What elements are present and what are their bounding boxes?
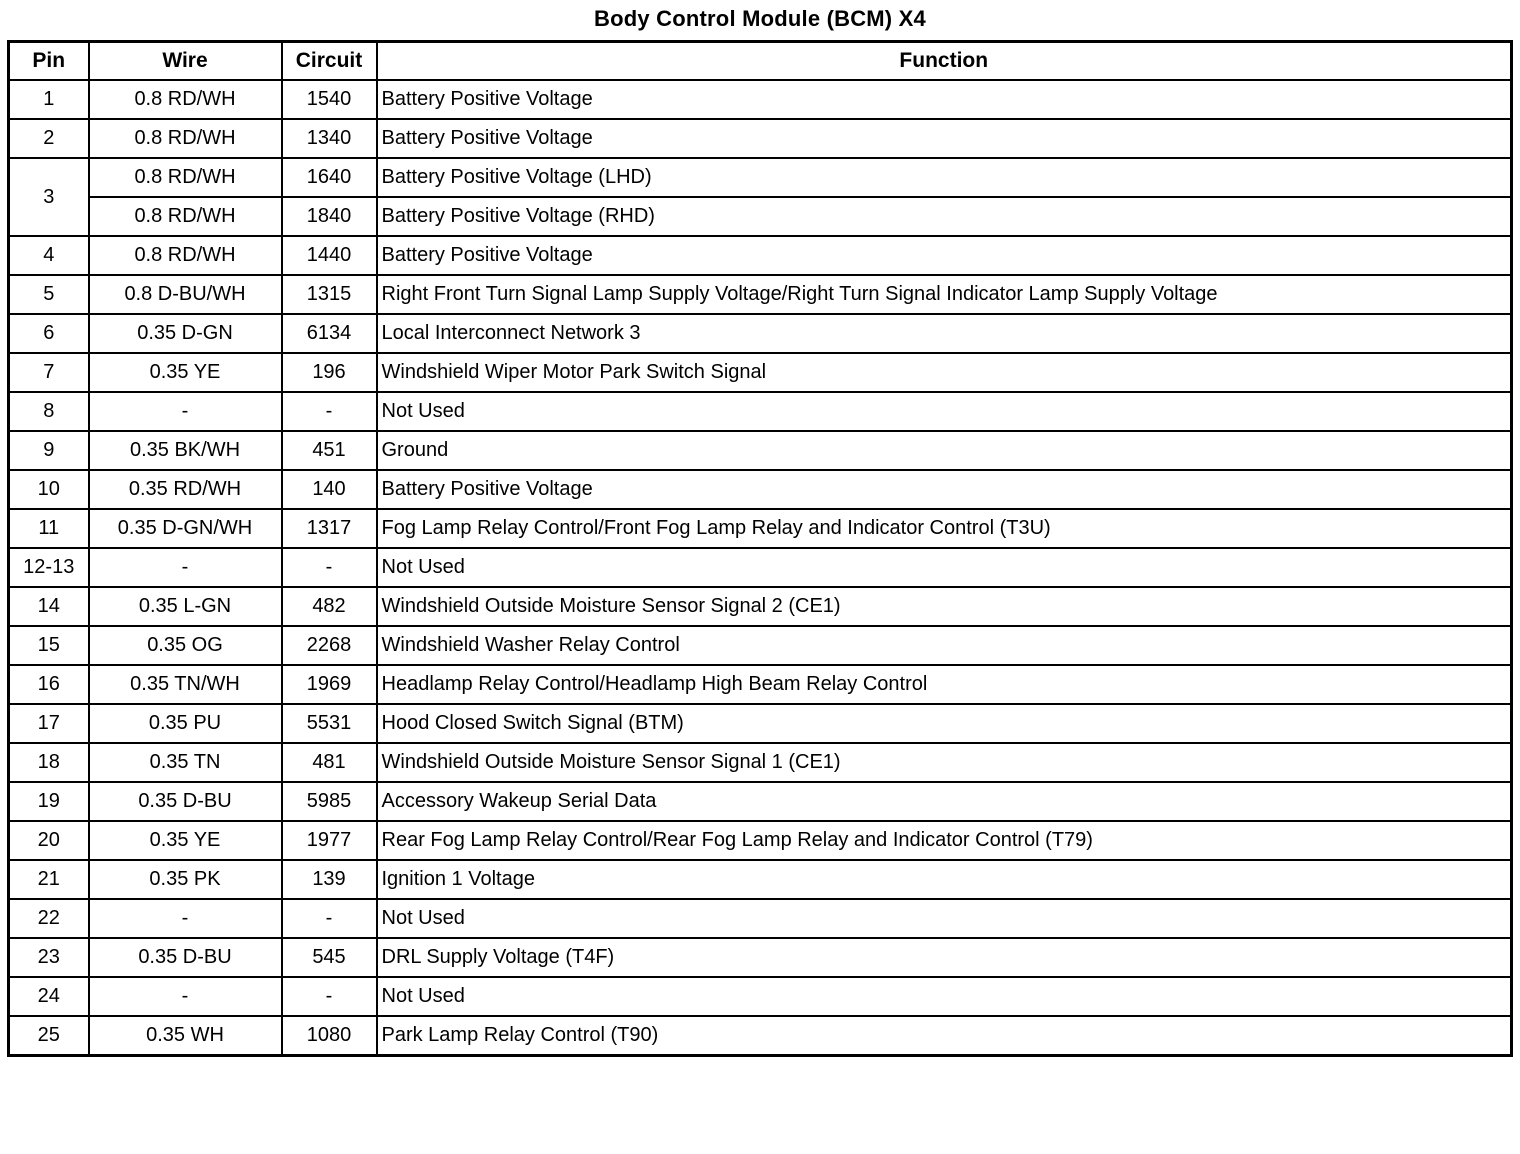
cell-function: Park Lamp Relay Control (T90) xyxy=(377,1016,1512,1056)
cell-circuit: 140 xyxy=(282,470,377,509)
cell-wire: 0.35 YE xyxy=(89,353,282,392)
cell-function: Right Front Turn Signal Lamp Supply Voltage/Right Turn Signal Indicator Lamp Supply Voltage xyxy=(377,275,1512,314)
pinout-table xyxy=(7,40,1513,1057)
cell-pin: 24 xyxy=(9,977,89,1016)
cell-circuit: - xyxy=(282,977,377,1016)
table-row xyxy=(9,197,1512,236)
table-row xyxy=(9,548,1512,587)
cell-wire: 0.35 PK xyxy=(89,860,282,899)
cell-wire: 0.8 D-BU/WH xyxy=(89,275,282,314)
table-row xyxy=(9,392,1512,431)
table-row xyxy=(9,782,1512,821)
cell-pin: 18 xyxy=(9,743,89,782)
cell-wire: 0.8 RD/WH xyxy=(89,236,282,275)
cell-wire: - xyxy=(89,548,282,587)
table-row xyxy=(9,236,1512,275)
cell-pin: 8 xyxy=(9,392,89,431)
cell-circuit: 196 xyxy=(282,353,377,392)
cell-function: Not Used xyxy=(377,548,1512,587)
table-row xyxy=(9,977,1512,1016)
pinout-table-body xyxy=(9,80,1512,1056)
cell-pin: 9 xyxy=(9,431,89,470)
cell-function: Battery Positive Voltage xyxy=(377,80,1512,119)
cell-wire: 0.8 RD/WH xyxy=(89,158,282,197)
cell-pin: 25 xyxy=(9,1016,89,1056)
table-row xyxy=(9,1016,1512,1056)
cell-circuit: 545 xyxy=(282,938,377,977)
cell-function: Windshield Washer Relay Control xyxy=(377,626,1512,665)
cell-pin: 12-13 xyxy=(9,548,89,587)
cell-function: Accessory Wakeup Serial Data xyxy=(377,782,1512,821)
cell-function: Battery Positive Voltage (RHD) xyxy=(377,197,1512,236)
cell-wire: 0.8 RD/WH xyxy=(89,197,282,236)
cell-pin: 19 xyxy=(9,782,89,821)
cell-function: Battery Positive Voltage xyxy=(377,236,1512,275)
table-row xyxy=(9,80,1512,119)
cell-function: Ignition 1 Voltage xyxy=(377,860,1512,899)
cell-function: Windshield Outside Moisture Sensor Signal 1 (CE1) xyxy=(377,743,1512,782)
cell-wire: 0.35 L-GN xyxy=(89,587,282,626)
cell-circuit: - xyxy=(282,392,377,431)
cell-circuit: 482 xyxy=(282,587,377,626)
cell-pin: 7 xyxy=(9,353,89,392)
cell-pin: 1 xyxy=(9,80,89,119)
table-row xyxy=(9,665,1512,704)
cell-wire: 0.35 D-GN/WH xyxy=(89,509,282,548)
cell-wire: 0.35 D-BU xyxy=(89,782,282,821)
cell-wire: 0.35 BK/WH xyxy=(89,431,282,470)
cell-wire: 0.35 TN/WH xyxy=(89,665,282,704)
header-circuit: Circuit xyxy=(282,42,377,81)
page-title: Body Control Module (BCM) X4 xyxy=(594,6,926,31)
cell-wire: 0.8 RD/WH xyxy=(89,119,282,158)
cell-function: Headlamp Relay Control/Headlamp High Beam Relay Control xyxy=(377,665,1512,704)
header-function: Function xyxy=(377,42,1512,81)
cell-pin: 20 xyxy=(9,821,89,860)
cell-function: Rear Fog Lamp Relay Control/Rear Fog Lamp Relay and Indicator Control (T79) xyxy=(377,821,1512,860)
cell-circuit: 5985 xyxy=(282,782,377,821)
cell-function: Not Used xyxy=(377,392,1512,431)
cell-function: Windshield Outside Moisture Sensor Signal 2 (CE1) xyxy=(377,587,1512,626)
cell-circuit: 1080 xyxy=(282,1016,377,1056)
cell-pin: 2 xyxy=(9,119,89,158)
cell-circuit: 481 xyxy=(282,743,377,782)
cell-circuit: 2268 xyxy=(282,626,377,665)
cell-circuit: 451 xyxy=(282,431,377,470)
cell-wire: 0.35 D-GN xyxy=(89,314,282,353)
table-row xyxy=(9,743,1512,782)
table-row xyxy=(9,938,1512,977)
cell-circuit: 1969 xyxy=(282,665,377,704)
cell-wire: 0.35 RD/WH xyxy=(89,470,282,509)
table-row xyxy=(9,431,1512,470)
pinout-table-header xyxy=(9,42,1512,81)
cell-pin: 4 xyxy=(9,236,89,275)
cell-wire: - xyxy=(89,899,282,938)
cell-function: Windshield Wiper Motor Park Switch Signal xyxy=(377,353,1512,392)
cell-circuit: 1440 xyxy=(282,236,377,275)
cell-circuit: - xyxy=(282,899,377,938)
cell-pin: 3 xyxy=(9,158,89,236)
table-row xyxy=(9,899,1512,938)
cell-wire: 0.35 TN xyxy=(89,743,282,782)
header-wire: Wire xyxy=(89,42,282,81)
cell-pin: 15 xyxy=(9,626,89,665)
cell-function: Battery Positive Voltage xyxy=(377,119,1512,158)
header-row xyxy=(9,42,1512,81)
cell-pin: 10 xyxy=(9,470,89,509)
table-row xyxy=(9,275,1512,314)
cell-function: Not Used xyxy=(377,977,1512,1016)
cell-wire: 0.35 OG xyxy=(89,626,282,665)
cell-function: Ground xyxy=(377,431,1512,470)
cell-wire: 0.35 D-BU xyxy=(89,938,282,977)
cell-pin: 22 xyxy=(9,899,89,938)
cell-pin: 5 xyxy=(9,275,89,314)
cell-pin: 11 xyxy=(9,509,89,548)
cell-function: Battery Positive Voltage (LHD) xyxy=(377,158,1512,197)
cell-circuit: 1840 xyxy=(282,197,377,236)
cell-circuit: 1640 xyxy=(282,158,377,197)
cell-wire: 0.8 RD/WH xyxy=(89,80,282,119)
cell-function: Local Interconnect Network 3 xyxy=(377,314,1512,353)
table-row xyxy=(9,821,1512,860)
table-row xyxy=(9,860,1512,899)
cell-circuit: - xyxy=(282,548,377,587)
cell-circuit: 5531 xyxy=(282,704,377,743)
table-row xyxy=(9,119,1512,158)
cell-pin: 21 xyxy=(9,860,89,899)
cell-function: Fog Lamp Relay Control/Front Fog Lamp Relay and Indicator Control (T3U) xyxy=(377,509,1512,548)
cell-pin: 17 xyxy=(9,704,89,743)
cell-wire: - xyxy=(89,392,282,431)
cell-circuit: 6134 xyxy=(282,314,377,353)
cell-function: Hood Closed Switch Signal (BTM) xyxy=(377,704,1512,743)
cell-wire: 0.35 WH xyxy=(89,1016,282,1056)
table-row xyxy=(9,704,1512,743)
table-row xyxy=(9,353,1512,392)
cell-function: Battery Positive Voltage xyxy=(377,470,1512,509)
cell-circuit: 1977 xyxy=(282,821,377,860)
cell-pin: 23 xyxy=(9,938,89,977)
cell-pin: 14 xyxy=(9,587,89,626)
cell-wire: 0.35 YE xyxy=(89,821,282,860)
cell-pin: 6 xyxy=(9,314,89,353)
table-row xyxy=(9,626,1512,665)
cell-circuit: 1317 xyxy=(282,509,377,548)
cell-wire: 0.35 PU xyxy=(89,704,282,743)
table-row xyxy=(9,158,1512,197)
cell-pin: 16 xyxy=(9,665,89,704)
table-row xyxy=(9,587,1512,626)
table-row xyxy=(9,314,1512,353)
cell-circuit: 1540 xyxy=(282,80,377,119)
header-pin: Pin xyxy=(9,42,89,81)
cell-circuit: 1340 xyxy=(282,119,377,158)
cell-circuit: 1315 xyxy=(282,275,377,314)
cell-wire: - xyxy=(89,977,282,1016)
cell-function: Not Used xyxy=(377,899,1512,938)
cell-function: DRL Supply Voltage (T4F) xyxy=(377,938,1512,977)
table-row xyxy=(9,470,1512,509)
table-row xyxy=(9,509,1512,548)
cell-circuit: 139 xyxy=(282,860,377,899)
